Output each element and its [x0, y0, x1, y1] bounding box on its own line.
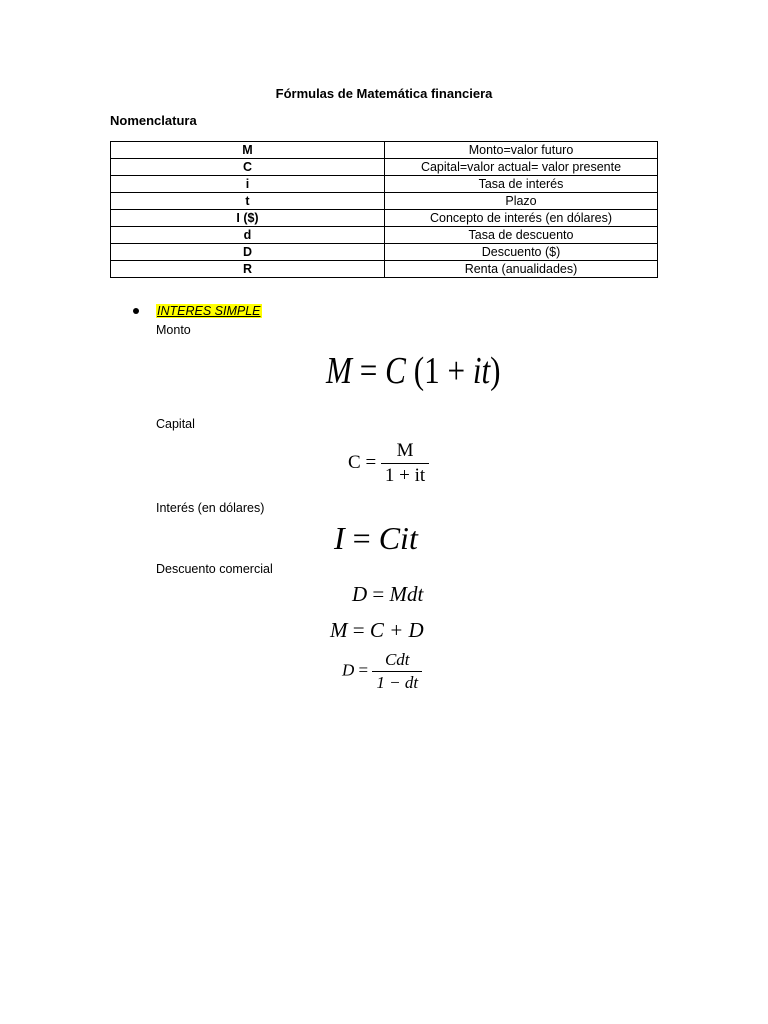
denominator: 1 + it	[381, 463, 429, 487]
label-capital: Capital	[156, 417, 195, 431]
numerator: M	[396, 440, 414, 461]
formula-lhs: I	[334, 520, 345, 556]
nomenclature-table	[110, 141, 658, 278]
meaning-cell: Descuento ($)	[385, 244, 658, 261]
formula-lhs: D	[352, 582, 368, 606]
symbol-cell: C	[111, 159, 385, 176]
document-title: Fórmulas de Matemática financiera	[275, 86, 493, 101]
label-monto: Monto	[156, 323, 191, 337]
symbol-cell: I ($)	[111, 210, 385, 227]
symbol-cell: M	[111, 142, 385, 159]
equals-sign: =	[352, 618, 370, 642]
table-row	[111, 142, 658, 159]
bullet-icon	[133, 308, 139, 314]
meaning-cell: Tasa de interés	[385, 176, 658, 193]
formula-lhs: D	[342, 660, 355, 680]
table-row	[111, 261, 658, 278]
section-heading: INTERES SIMPLE	[157, 304, 261, 318]
meaning-cell: Capital=valor actual= valor presente	[385, 159, 658, 176]
formula-monto	[326, 349, 501, 393]
formula-descuento-2	[330, 618, 424, 643]
formula-descuento-3	[342, 650, 422, 693]
equals-sign: =	[358, 660, 373, 680]
equals-sign: =	[359, 350, 378, 392]
table-row	[111, 244, 658, 261]
table-row	[111, 227, 658, 244]
meaning-cell: Renta (anualidades)	[385, 261, 658, 278]
table-row	[111, 159, 658, 176]
formula-rhs: C (1 + it)	[385, 350, 501, 392]
equals-sign: =	[372, 582, 390, 606]
meaning-cell: Plazo	[385, 193, 658, 210]
symbol-cell: R	[111, 261, 385, 278]
formula-capital	[348, 440, 429, 487]
symbol-cell: t	[111, 193, 385, 210]
formula-lhs: M	[326, 350, 352, 392]
denominator: 1 − dt	[372, 671, 422, 693]
meaning-cell: Tasa de descuento	[385, 227, 658, 244]
formula-interes	[334, 520, 418, 557]
symbol-cell: d	[111, 227, 385, 244]
label-interes: Interés (en dólares)	[156, 501, 265, 515]
table-row	[111, 210, 658, 227]
formula-lhs: M	[330, 618, 348, 642]
equals-sign: =	[352, 520, 379, 556]
formula-lhs: C	[348, 451, 361, 473]
meaning-cell: Concepto de interés (en dólares)	[385, 210, 658, 227]
formula-rhs: Cit	[378, 520, 418, 556]
nomenclature-heading: Nomenclatura	[110, 113, 197, 128]
formula-rhs: Mdt	[389, 582, 424, 606]
fraction	[372, 650, 422, 693]
table-row	[111, 193, 658, 210]
symbol-cell: D	[111, 244, 385, 261]
label-descuento: Descuento comercial	[156, 562, 273, 576]
formula-descuento-1	[352, 582, 423, 607]
symbol-cell: i	[111, 176, 385, 193]
meaning-cell: Monto=valor futuro	[385, 142, 658, 159]
section-bullet	[133, 304, 262, 318]
numerator: Cdt	[384, 650, 410, 669]
formula-rhs: C + D	[369, 618, 424, 642]
fraction	[381, 440, 429, 487]
table-row	[111, 176, 658, 193]
equals-sign: =	[365, 451, 381, 473]
